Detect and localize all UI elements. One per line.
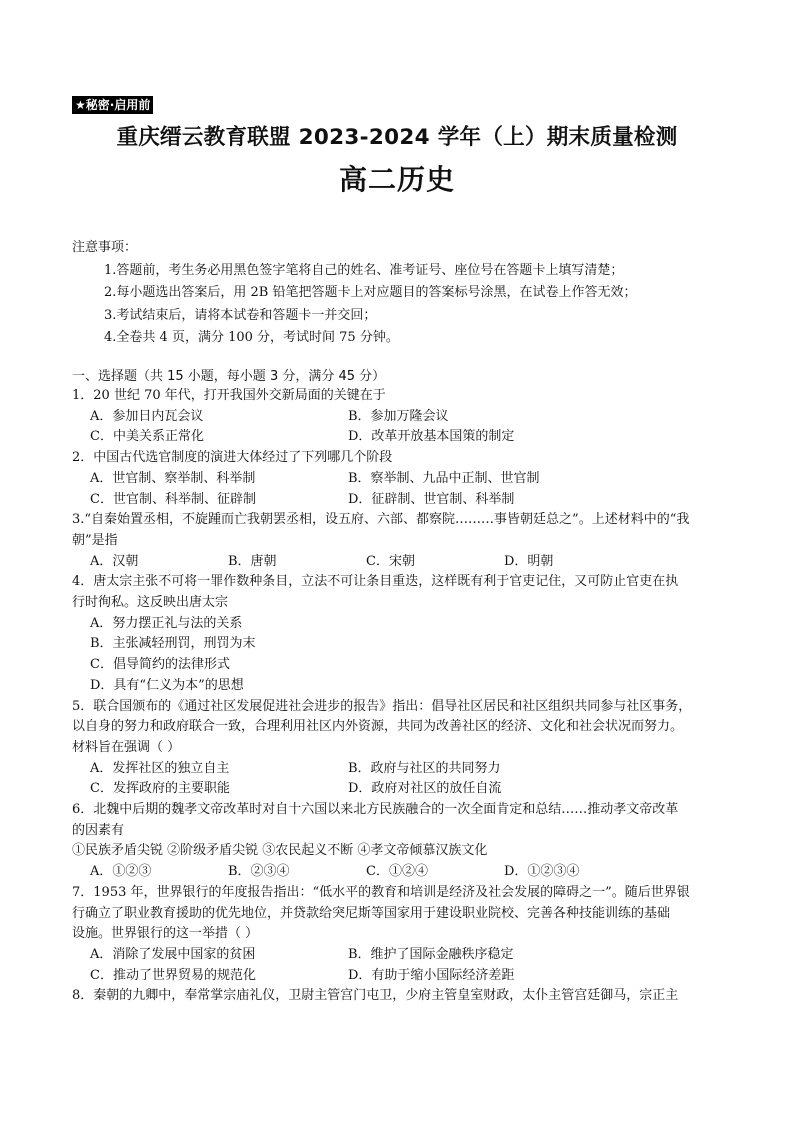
option-c: C．中美关系正常化 — [90, 429, 204, 445]
exam-subject: 高二历史 — [338, 163, 455, 196]
option-c: C．发挥政府的主要职能 — [90, 781, 230, 797]
question-3-stem: 3.“自秦始置丞相，不旋踵而亡我朝罢丞相，设五府、六部、都察院………事皆朝廷总之”。上述材料中的“我 — [72, 512, 690, 528]
option-b: B．②③④ — [228, 864, 290, 880]
option-c: C．倡导简约的法律形式 — [90, 657, 230, 673]
question-7-stem-cont: 行确立了职业教育援助的优先地位，并贷款给突尼斯等国家用于建设职业院校、完善各种技能训练的基础 — [72, 905, 671, 921]
option-b: B．察举制、九品中正制、世官制 — [348, 470, 540, 486]
notice-heading: 注意事项： — [72, 240, 138, 255]
question-5-options — [72, 759, 724, 780]
secret-tag: ★秘密·启用前 — [72, 96, 153, 114]
question-6-stem-cont: 的因素有 — [72, 822, 125, 838]
option-d: D．改革开放基本国策的制定 — [348, 429, 515, 445]
option-b: B．主张减轻刑罚，刑罚为末 — [90, 636, 256, 652]
notice-item: 2.每小题选出答案后，用 2B 铅笔把答题卡上对应题目的答案标号涂黑，在试卷上作答无效； — [104, 285, 637, 301]
option-a: A．参加日内瓦会议 — [90, 408, 204, 424]
option-d: D．①②③④ — [504, 864, 580, 880]
question-2-options — [72, 490, 724, 511]
question-1-options — [72, 427, 724, 448]
notice-list — [104, 260, 734, 349]
option-d: D．征辟制、世官制、科举制 — [348, 491, 515, 507]
question-2-stem: 2．中国古代选官制度的演进大体经过了下列哪几个阶段 — [72, 450, 393, 466]
question-2-options — [72, 469, 724, 490]
question-7-stem: 7．1953 年，世界银行的年度报告指出：“低水平的教育和培训是经济及社会发展的障碍之一”。随后世界银 — [72, 884, 690, 900]
question-5-stem-cont: 材料旨在强调（ ） — [72, 739, 181, 755]
option-c: C．世官制、科举制、征辟制 — [90, 491, 256, 507]
exam-title: 重庆缙云教育联盟 2023-2024 学年（上）期末质量检测 — [116, 125, 678, 150]
question-1-options — [72, 407, 724, 428]
question-6-factors: ①民族矛盾尖锐 ②阶级矛盾尖锐 ③农民起义不断 ④孝文帝倾慕汉族文化 — [72, 843, 488, 859]
option-b: B．政府与社区的共同努力 — [348, 760, 501, 776]
option-a: A．发挥社区的独立自主 — [90, 760, 230, 776]
option-d: D．具有“仁义为本”的思想 — [90, 677, 244, 693]
option-a: A．汉朝 — [90, 553, 139, 569]
question-4-stem-cont: 行时徇私。这反映出唐太宗 — [72, 595, 229, 611]
option-c: C．宋朝 — [366, 553, 415, 569]
question-1-stem: 1．20 世纪 70 年代，打开我国外交新局面的关键在于 — [72, 388, 386, 403]
option-a: A．世官制、察举制、科举制 — [90, 470, 256, 486]
question-7-stem-cont: 设施。世界银行的这一举措（ ） — [72, 926, 259, 942]
notice-item: 4.全卷共 4 页，满分 100 分，考试时间 75 分钟。 — [104, 329, 399, 345]
notice-item: 3.考试结束后，请将本试卷和答题卡一并交回； — [104, 307, 377, 323]
option-a: A．努力摆正礼与法的关系 — [90, 615, 243, 631]
option-c: C．推动了世界贸易的规范化 — [90, 967, 256, 983]
question-4-stem: 4．唐太宗主张不可将一罪作数种条目，立法不可让条目重迭，这样既有利于官吏记住，又可防止官吏在执 — [72, 574, 679, 590]
section-heading: 一、选择题（共 15 小题，每小题 3 分，满分 45 分） — [72, 369, 386, 384]
question-6-stem: 6．北魏中后期的魏孝文帝改革时对自十六国以来北方民族融合的一次全面肯定和总结……推动孝文帝改革 — [72, 802, 679, 818]
option-b: B．维护了国际金融秩序稳定 — [348, 946, 514, 962]
option-b: B．唐朝 — [228, 553, 277, 569]
notice-item: 1.答题前，考生务必用黑色签字笔将自己的姓名、准考证号、座位号在答题卡上填写清楚； — [104, 263, 624, 278]
question-5-stem: 5．联合国颁布的《通过社区发展促进社会进步的报告》指出：倡导社区居民和社区组织共同参与社区事务， — [72, 698, 692, 714]
question-3-options — [72, 552, 724, 573]
question-3-stem-cont: 朝”是指 — [72, 532, 118, 548]
option-c: C．①②④ — [366, 864, 428, 880]
question-7-options — [72, 966, 724, 987]
option-d: D．有助于缩小国际经济差距 — [348, 967, 515, 983]
question-8-stem: 8．秦朝的九卿中，奉常掌宗庙礼仪，卫尉主管宫门屯卫，少府主管皇室财政，太仆主管宫廷御马，宗正主 — [72, 988, 679, 1004]
question-6-options — [72, 862, 724, 883]
option-d: D．政府对社区的放任自流 — [348, 781, 502, 797]
question-list — [72, 386, 724, 1007]
option-d: D．明朝 — [504, 553, 554, 569]
question-5-options — [72, 779, 724, 800]
option-a: A．消除了发展中国家的贫困 — [90, 946, 256, 962]
question-7-options — [72, 945, 724, 966]
option-a: A．①②③ — [90, 864, 152, 880]
option-b: B．参加万隆会议 — [348, 408, 449, 424]
question-5-stem-cont: 以自身的努力和政府联合一致，合理利用社区内外资源，共同为改善社区的经济、文化和社会状况而努力。 — [72, 719, 684, 735]
